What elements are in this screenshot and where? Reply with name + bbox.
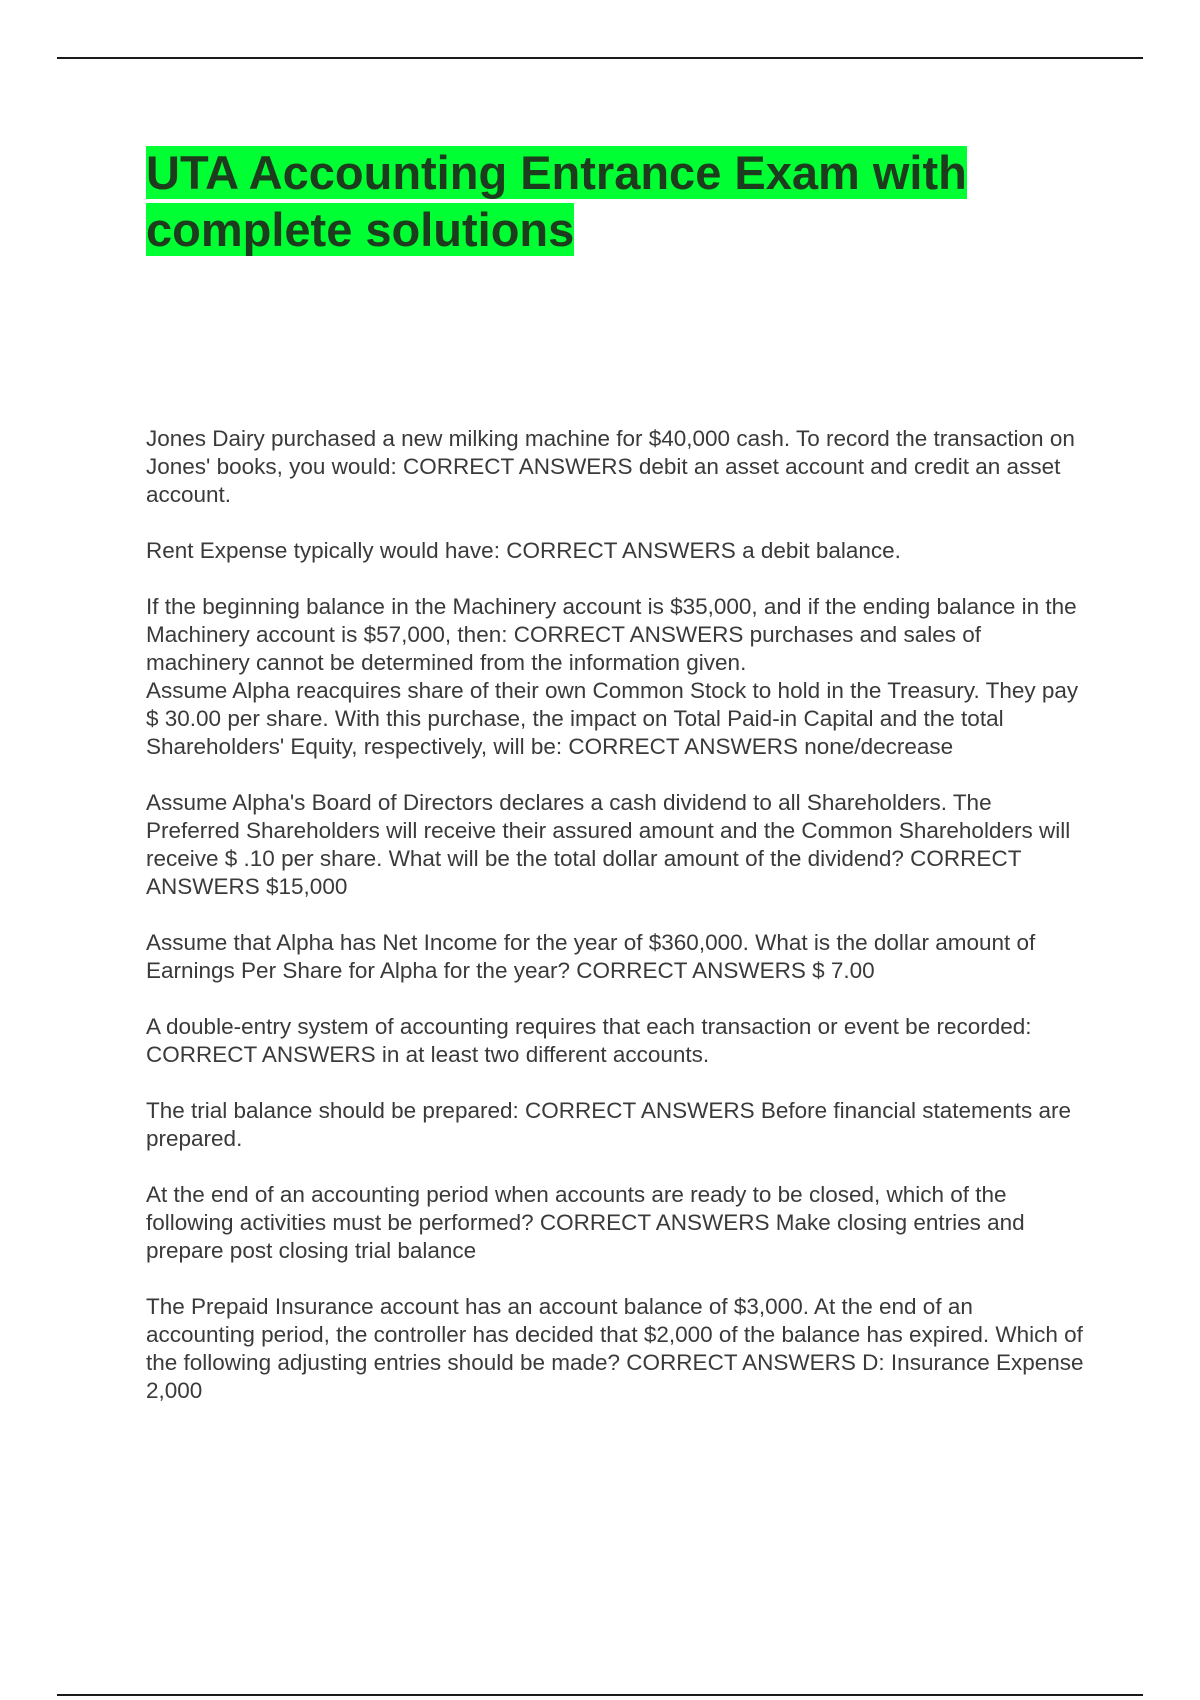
- qa-item: Assume Alpha's Board of Directors declares a cash dividend to all Shareholders. The Preferred Shareholders will receive their assured amount and the Common Shareholders will receive $ .10 per share. What will be the total dollar amount of the dividend? CORRECT ANSWERS $15,000: [146, 790, 1071, 899]
- qa-item: The Prepaid Insurance account has an account balance of $3,000. At the end of an accounting period, the controller has decided that $2,000 of the balance has expired. Which of the following adjusting entries should be made? CORRECT ANSWERS D: Insurance Expense 2,000: [146, 1294, 1084, 1403]
- footer-rule: [57, 1694, 1143, 1696]
- qa-item: Assume Alpha reacquires share of their own Common Stock to hold in the Treasury. They pay $ 30.00 per share. With this purchase, the impact on Total Paid-in Capital and the total Shareholders' Equity, respectively, will be: CORRECT ANSWERS none/decrease: [146, 678, 1079, 759]
- qa-item: A double-entry system of accounting requires that each transaction or event be recorded: CORRECT ANSWERS in at least two different accounts.: [146, 1014, 1032, 1067]
- qa-item: Jones Dairy purchased a new milking machine for $40,000 cash. To record the transaction on Jones' books, you would: CORRECT ANSWERS debit an asset account and credit an asset account.: [146, 426, 1075, 507]
- qa-list: [146, 425, 1086, 1405]
- page-title: [146, 144, 1046, 258]
- qa-item: At the end of an accounting period when accounts are ready to be closed, which of the following activities must be performed? CORRECT ANSWERS Make closing entries and prepare post closing trial balance: [146, 1182, 1025, 1263]
- qa-item: The trial balance should be prepared: CORRECT ANSWERS Before financial statements are prepared.: [146, 1098, 1072, 1151]
- header-rule: [57, 57, 1143, 59]
- qa-item: Rent Expense typically would have: CORRECT ANSWERS a debit balance.: [146, 538, 901, 563]
- qa-item: If the beginning balance in the Machinery account is $35,000, and if the ending balance in the Machinery account is $57,000, then: CORRECT ANSWERS purchases and sales of machinery cannot be determined from the information given.: [146, 594, 1077, 675]
- qa-item: Assume that Alpha has Net Income for the year of $360,000. What is the dollar amount of Earnings Per Share for Alpha for the year? CORRECT ANSWERS $ 7.00: [146, 930, 1036, 983]
- page-title-text: UTA Accounting Entrance Exam with complete solutions: [146, 146, 967, 256]
